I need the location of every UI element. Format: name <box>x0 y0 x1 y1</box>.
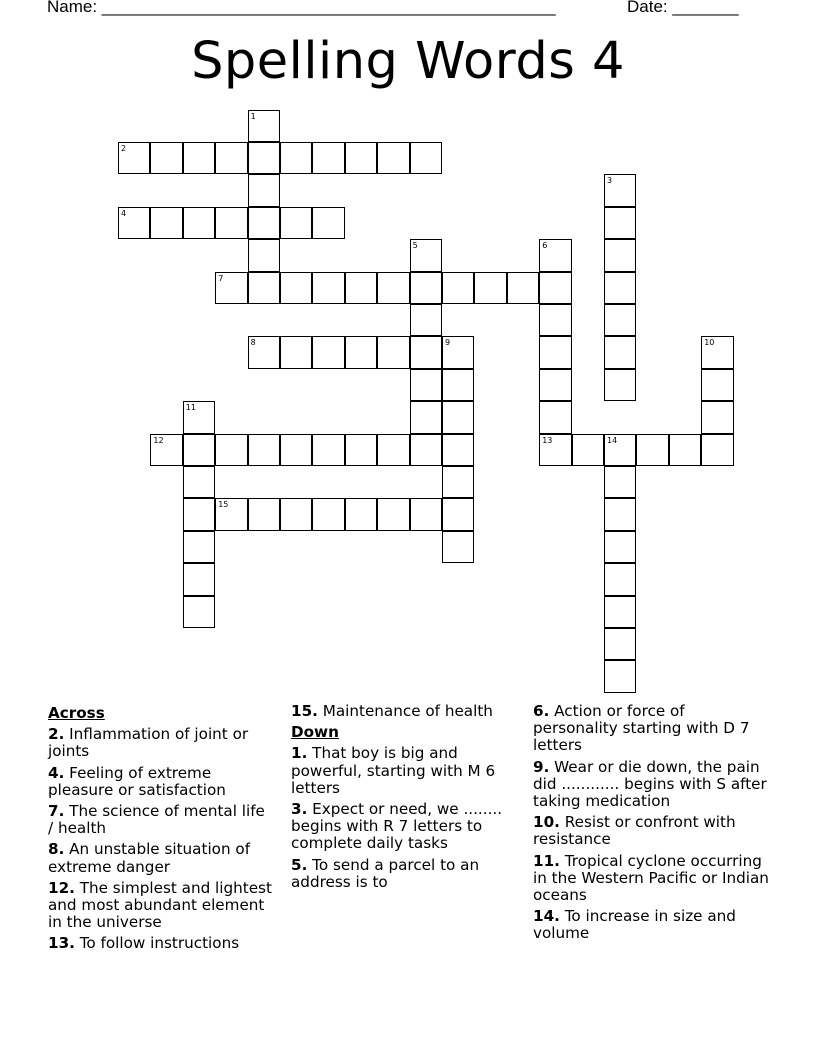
crossword-cell[interactable] <box>248 142 280 174</box>
crossword-cell[interactable] <box>280 434 312 466</box>
crossword-cell[interactable] <box>604 563 636 595</box>
crossword-cell[interactable] <box>118 142 150 174</box>
crossword-cell[interactable] <box>442 369 474 401</box>
crossword-cell[interactable] <box>507 272 539 304</box>
crossword-cell[interactable] <box>280 336 312 368</box>
crossword-cell[interactable] <box>312 434 344 466</box>
crossword-cell[interactable] <box>410 401 442 433</box>
crossword-cell[interactable] <box>442 401 474 433</box>
crossword-cell[interactable] <box>377 272 409 304</box>
crossword-cell[interactable] <box>150 207 182 239</box>
crossword-cell[interactable] <box>604 174 636 206</box>
crossword-cell[interactable] <box>604 596 636 628</box>
crossword-cell[interactable] <box>118 207 150 239</box>
crossword-cell[interactable] <box>410 336 442 368</box>
clue-across-2: 2. Inflammation of joint or joints <box>48 725 249 761</box>
clue-across-12: 12. The simplest and lightest and most abundant element in the universe <box>48 878 272 932</box>
crossword-cell[interactable] <box>280 498 312 530</box>
crossword-cell[interactable] <box>604 272 636 304</box>
crossword-cell[interactable] <box>312 498 344 530</box>
clues-column-1 <box>48 703 274 957</box>
crossword-cell[interactable] <box>215 142 247 174</box>
crossword-cell[interactable] <box>183 563 215 595</box>
crossword-cell[interactable] <box>604 336 636 368</box>
crossword-cell[interactable] <box>539 434 571 466</box>
crossword-cell[interactable] <box>183 596 215 628</box>
crossword-cell[interactable] <box>183 531 215 563</box>
crossword-cell[interactable] <box>345 498 377 530</box>
name-line: Name: ________________________________________________ <box>47 0 556 16</box>
crossword-cell[interactable] <box>539 401 571 433</box>
crossword-cell[interactable] <box>442 466 474 498</box>
crossword-cell[interactable] <box>539 336 571 368</box>
crossword-cell[interactable] <box>701 369 733 401</box>
crossword-cell[interactable] <box>312 272 344 304</box>
crossword-cell[interactable] <box>345 336 377 368</box>
crossword-cell[interactable] <box>539 369 571 401</box>
crossword-cell[interactable] <box>183 207 215 239</box>
crossword-cell[interactable] <box>183 142 215 174</box>
crossword-cell[interactable] <box>377 434 409 466</box>
clue-number: 14 <box>607 435 618 445</box>
clue-number: 13 <box>542 435 553 445</box>
crossword-cell[interactable] <box>183 434 215 466</box>
crossword-cell[interactable] <box>442 531 474 563</box>
crossword-cell[interactable] <box>604 660 636 692</box>
crossword-cell[interactable] <box>248 336 280 368</box>
crossword-cell[interactable] <box>442 498 474 530</box>
crossword-cell[interactable] <box>312 142 344 174</box>
crossword-cell[interactable] <box>604 498 636 530</box>
clue-across-8: 8. An unstable situation of extreme danger <box>48 840 251 876</box>
clue-down-9: 9. Wear or die down, the pain did ............ begins with S after taking medication <box>533 757 767 811</box>
clue-down-6: 6. Action or force of personality starting with D 7 letters <box>533 702 750 755</box>
crossword-cell[interactable] <box>442 336 474 368</box>
crossword-cell[interactable] <box>345 272 377 304</box>
crossword-cell[interactable] <box>215 434 247 466</box>
crossword-cell[interactable] <box>312 207 344 239</box>
crossword-cell[interactable] <box>410 498 442 530</box>
crossword-cell[interactable] <box>539 239 571 271</box>
crossword-cell[interactable] <box>701 336 733 368</box>
clue-number: 1 <box>250 111 256 121</box>
down-heading: Down <box>291 723 339 742</box>
crossword-cell[interactable] <box>345 142 377 174</box>
crossword-cell[interactable] <box>636 434 668 466</box>
crossword-cell[interactable] <box>442 272 474 304</box>
crossword-cell[interactable] <box>410 369 442 401</box>
crossword-cell[interactable] <box>377 498 409 530</box>
clue-down-11: 11. Tropical cyclone occurring in the Western Pacific or Indian oceans <box>533 851 769 905</box>
crossword-cell[interactable] <box>248 239 280 271</box>
crossword-cell[interactable] <box>248 434 280 466</box>
crossword-cell[interactable] <box>215 207 247 239</box>
crossword-cell[interactable] <box>183 401 215 433</box>
clue-down-5: 5. To send a parcel to an address is to <box>291 855 480 891</box>
crossword-cell[interactable] <box>248 174 280 206</box>
crossword-cell[interactable] <box>215 272 247 304</box>
crossword-cell[interactable] <box>539 272 571 304</box>
clue-number: 11 <box>185 403 196 413</box>
crossword-cell[interactable] <box>377 142 409 174</box>
crossword-cell[interactable] <box>474 272 506 304</box>
crossword-cell[interactable] <box>345 434 377 466</box>
crossword-cell[interactable] <box>604 369 636 401</box>
crossword-cell[interactable] <box>669 434 701 466</box>
clue-number: 12 <box>153 435 164 445</box>
crossword-cell[interactable] <box>604 239 636 271</box>
crossword-cell[interactable] <box>248 498 280 530</box>
crossword-cell[interactable] <box>150 434 182 466</box>
date-line: Date: _______ <box>627 0 739 16</box>
crossword-cell[interactable] <box>410 142 442 174</box>
crossword-cell[interactable] <box>312 336 344 368</box>
clue-down-1: 1. That boy is big and powerful, starting with M 6 letters <box>291 744 496 797</box>
clue-number: 8 <box>250 338 256 348</box>
crossword-cell[interactable] <box>248 272 280 304</box>
clue-number: 6 <box>542 241 548 251</box>
crossword-cell[interactable] <box>604 531 636 563</box>
clue-number: 7 <box>218 273 224 283</box>
crossword-cell[interactable] <box>248 110 280 142</box>
crossword-cell[interactable] <box>183 466 215 498</box>
crossword-cell[interactable] <box>280 207 312 239</box>
crossword-cell[interactable] <box>572 434 604 466</box>
crossword-cell[interactable] <box>442 434 474 466</box>
clue-number: 9 <box>445 338 451 348</box>
crossword-cell[interactable] <box>183 498 215 530</box>
crossword-cell[interactable] <box>410 304 442 336</box>
crossword-cell[interactable] <box>539 304 571 336</box>
crossword-cell[interactable] <box>215 498 247 530</box>
across-heading: Across <box>48 704 105 722</box>
clue-down-10: 10. Resist or confront with resistance <box>533 813 736 849</box>
crossword-cell[interactable] <box>604 207 636 239</box>
clue-number: 4 <box>121 208 127 218</box>
crossword-cell[interactable] <box>604 304 636 336</box>
crossword-cell[interactable] <box>410 272 442 304</box>
clue-number: 5 <box>412 241 418 251</box>
crossword-cell[interactable] <box>701 434 733 466</box>
clue-down-14: 14. To increase in size and volume <box>533 907 736 943</box>
clue-down-3: 3. Expect or need, we ........ begins with R 7 letters to complete daily tasks <box>291 800 503 853</box>
crossword-cell[interactable] <box>150 142 182 174</box>
clue-number: 15 <box>218 500 229 510</box>
clue-across-7: 7. The science of mental life / health <box>48 802 265 838</box>
clue-number: 10 <box>704 338 715 348</box>
crossword-cell[interactable] <box>604 628 636 660</box>
crossword-cell[interactable] <box>377 336 409 368</box>
crossword-cell[interactable] <box>701 401 733 433</box>
clue-across-13: 13. To follow instructions <box>48 934 240 953</box>
crossword-cell[interactable] <box>248 207 280 239</box>
crossword-cell[interactable] <box>604 434 636 466</box>
crossword-cell[interactable] <box>280 142 312 174</box>
crossword-cell[interactable] <box>604 466 636 498</box>
clue-across-4: 4. Feeling of extreme pleasure or satisfaction <box>48 763 226 799</box>
clue-number: 3 <box>607 176 613 186</box>
clues-column-2 <box>291 703 517 895</box>
crossword-cell[interactable] <box>280 272 312 304</box>
clue-across-15: 15. Maintenance of health <box>291 702 493 720</box>
clues-column-3 <box>533 703 769 947</box>
page-title: Spelling Words 4 <box>191 32 625 91</box>
clue-number: 2 <box>121 144 127 153</box>
crossword-cell[interactable] <box>410 434 442 466</box>
crossword-cell[interactable] <box>410 239 442 271</box>
